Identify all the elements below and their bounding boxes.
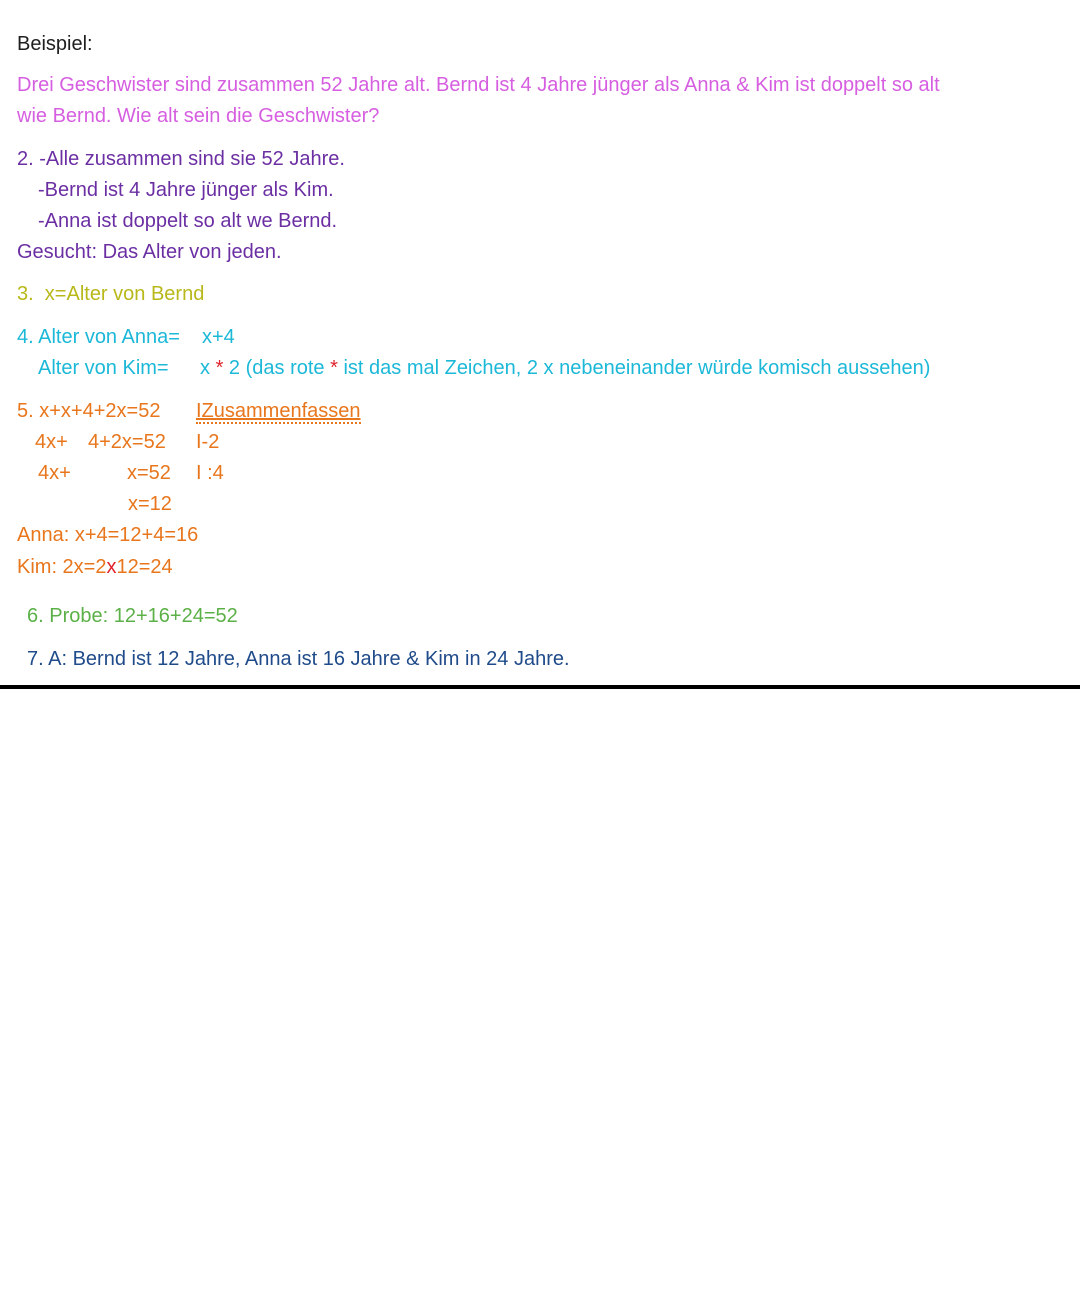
step5-row2-b: 4+2x=52 <box>88 431 166 453</box>
kim-calc-suffix: 12=24 <box>116 556 173 578</box>
step6-check: 6. Probe: 12+16+24=52 <box>27 605 238 627</box>
step5-row2-operation: I-2 <box>196 431 220 453</box>
step4-kim-expr <box>200 356 930 380</box>
step2-line-3: -Anna ist doppelt so alt we Bernd. <box>38 210 338 232</box>
multiply-sign-note: * <box>330 357 338 379</box>
step5-row3-a: 4x+ <box>38 462 71 484</box>
operation-summarize: IZusammenfassen <box>196 400 361 422</box>
task-line-2: wie Bernd. Wie alt sein die Geschwister? <box>17 105 380 127</box>
step2-line-2: -Bernd ist 4 Jahre jünger als Kim. <box>38 179 334 201</box>
step5-kim <box>17 555 173 579</box>
step7-answer: 7. A: Bernd ist 12 Jahre, Anna ist 16 Jahre & Kim in 24 Jahre. <box>27 648 570 670</box>
kim-calc-prefix: Kim: 2x=2 <box>17 556 107 578</box>
divider-line <box>0 685 1080 689</box>
step3-variable: 3. x=Alter von Bernd <box>17 283 205 305</box>
step5-row2-a: 4x+ <box>35 431 68 453</box>
step2-line-1: 2. -Alle zusammen sind sie 52 Jahre. <box>17 148 345 170</box>
step2-sought: Gesucht: Das Alter von jeden. <box>17 241 282 263</box>
step5-row3-b: x=52 <box>127 462 171 484</box>
step5-row3-operation: I :4 <box>196 462 224 484</box>
multiply-sign: * <box>215 357 224 379</box>
heading: Beispiel: <box>17 33 93 55</box>
kim-x: x <box>200 357 210 379</box>
step4-anna-expr: x+4 <box>202 326 235 348</box>
kim-expr-note: ist das mal Zeichen, 2 x nebeneinander würde komisch aussehen) <box>343 357 931 379</box>
step5-row1-operation <box>196 399 361 423</box>
step5-anna: Anna: x+4=12+4=16 <box>17 524 199 546</box>
step5-row1-equation: 5. x+x+4+2x=52 <box>17 400 161 422</box>
kim-expr-rest: 2 (das rote <box>228 357 325 379</box>
step4-kim-label: Alter von Kim= <box>38 357 169 379</box>
task-line-1: Drei Geschwister sind zusammen 52 Jahre alt. Bernd ist 4 Jahre jünger als Anna & Kim ist doppelt so alt <box>17 74 940 96</box>
step5-result: x=12 <box>128 493 172 515</box>
step4-anna-label: 4. Alter von Anna= <box>17 326 180 348</box>
kim-multiply-sign: x <box>106 556 117 578</box>
